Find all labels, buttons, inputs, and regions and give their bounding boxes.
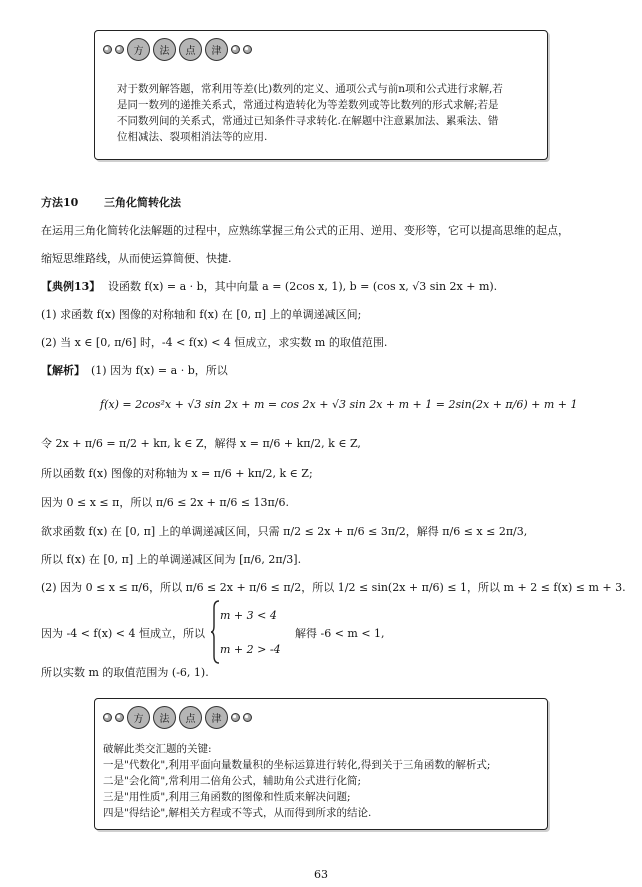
badge-char: 点 xyxy=(179,38,202,61)
tip-line: 位相减法、裂项相消法等的应用. xyxy=(117,131,268,143)
decor-dot-icon xyxy=(231,713,240,722)
tip-line: 三是"用性质",利用三角函数的图像和性质来解决问题; xyxy=(103,791,351,803)
decor-dot-icon xyxy=(103,713,112,722)
solution-line: 欲求函数 f(x) 在 [0, π] 上的单调递减区间，只需 π/2 ≤ 2x + π/6 ≤ 3π/2，解得 π/6 ≤ x ≤ 2π/3, xyxy=(41,525,528,538)
q2-text-a: (2) 当 x ∈ xyxy=(41,336,93,349)
decor-dot-icon xyxy=(115,45,124,54)
section-title: 三角化简转化法 xyxy=(104,196,181,209)
tip-line: 不同数列间的关系式，常通过已知条件寻求转化.在解题中注意累加法、累乘法、错 xyxy=(117,115,499,127)
solution-line: 因为 0 ≤ x ≤ π，所以 π/6 ≤ 2x + π/6 ≤ 13π/6. xyxy=(41,496,289,509)
solution-line: 令 2x + π/6 = π/2 + kπ, k ∈ Z，解得 x = π/6 + kπ/2, k ∈ Z, xyxy=(41,437,361,450)
solution-line: 解得 -6 < m < 1, xyxy=(295,627,385,640)
badge-char: 津 xyxy=(205,38,228,61)
solution-line: 所以函数 f(x) 图像的对称轴为 x = π/6 + kπ/2, k ∈ Z; xyxy=(41,467,313,480)
system-eq-2: m + 2 > -4 xyxy=(220,643,281,656)
q2-interval: [0, π/6] xyxy=(95,336,137,349)
tip-line: 破解此类交汇题的关键: xyxy=(103,743,212,755)
method-tips-header xyxy=(103,706,252,729)
solution-equation: f(x) = 2cos²x + √3 sin 2x + m = cos 2x + √3 sin 2x + m + 1 = 2sin(2x + π/6) + m + 1 xyxy=(100,398,578,411)
tip-line: 一是"代数化",利用平面向量数量积的坐标运算进行转化,得到关于三角函数的解析式; xyxy=(103,759,491,771)
tip-line: 对于数列解答题，常利用等差(比)数列的定义、通项公式与前n项和公式进行求解,若 xyxy=(117,83,503,95)
method-tips-header xyxy=(103,38,252,61)
decor-dot-icon xyxy=(243,45,252,54)
decor-dot-icon xyxy=(115,713,124,722)
system-brace-icon xyxy=(210,600,220,664)
solution-line: 所以实数 m 的取值范围为 (-6, 1). xyxy=(41,666,209,679)
example-tag: 【典例13】 xyxy=(41,280,101,293)
decor-dot-icon xyxy=(231,45,240,54)
solution-tag: 【解析】 xyxy=(41,364,85,377)
solution-step-1: (1) 因为 f(x) = a · b，所以 xyxy=(91,364,228,377)
tip-line: 四是"得结论",解相关方程或不等式，从而得到所求的结论. xyxy=(103,807,372,819)
badge-char: 津 xyxy=(205,706,228,729)
badge-char: 法 xyxy=(153,706,176,729)
section-label: 方法10 xyxy=(41,196,79,209)
page-number: 63 xyxy=(314,868,328,881)
example-stem: 设函数 f(x) = a · b，其中向量 a = (2cos x, 1), b = (cos x, √3 sin 2x + m). xyxy=(108,280,498,293)
method-tips-box-2 xyxy=(94,698,548,830)
tip-line: 二是"会化简",常利用二倍角公式，辅助角公式进行化简; xyxy=(103,775,362,787)
solution-line: 因为 -4 < f(x) < 4 恒成立，所以 xyxy=(41,627,205,640)
badge-char: 方 xyxy=(127,706,150,729)
method-tips-box-1 xyxy=(94,30,548,160)
badge-char: 点 xyxy=(179,706,202,729)
intro-line: 缩短思维路线，从而使运算简便、快捷. xyxy=(41,252,232,265)
decor-dot-icon xyxy=(103,45,112,54)
intro-line: 在运用三角化简转化法解题的过程中，应熟练掌握三角公式的正用、逆用、变形等，它可以提高思维的起点， xyxy=(41,224,569,237)
solution-line: 所以 f(x) 在 [0, π] 上的单调递减区间为 [π/6, 2π/3]. xyxy=(41,553,302,566)
example-question-1: (1) 求函数 f(x) 图像的对称轴和 f(x) 在 [0, π] 上的单调递减区间; xyxy=(41,308,362,321)
solution-line: (2) 因为 0 ≤ x ≤ π/6，所以 π/6 ≤ 2x + π/6 ≤ π/2，所以 1/2 ≤ sin(2x + π/6) ≤ 1，所以 m + 2 ≤ f(x) ≤ m + 3. xyxy=(41,581,626,594)
badge-char: 方 xyxy=(127,38,150,61)
q2-text-b: 时，-4 < f(x) < 4 恒成立，求实数 m 的取值范围. xyxy=(139,336,388,349)
example-question-2 xyxy=(41,334,387,350)
badge-char: 法 xyxy=(153,38,176,61)
tip-line: 是同一数列的递推关系式，常通过构造转化为等差数列或等比数列的形式求解;若是 xyxy=(117,99,499,111)
system-eq-1: m + 3 < 4 xyxy=(220,609,277,622)
decor-dot-icon xyxy=(243,713,252,722)
